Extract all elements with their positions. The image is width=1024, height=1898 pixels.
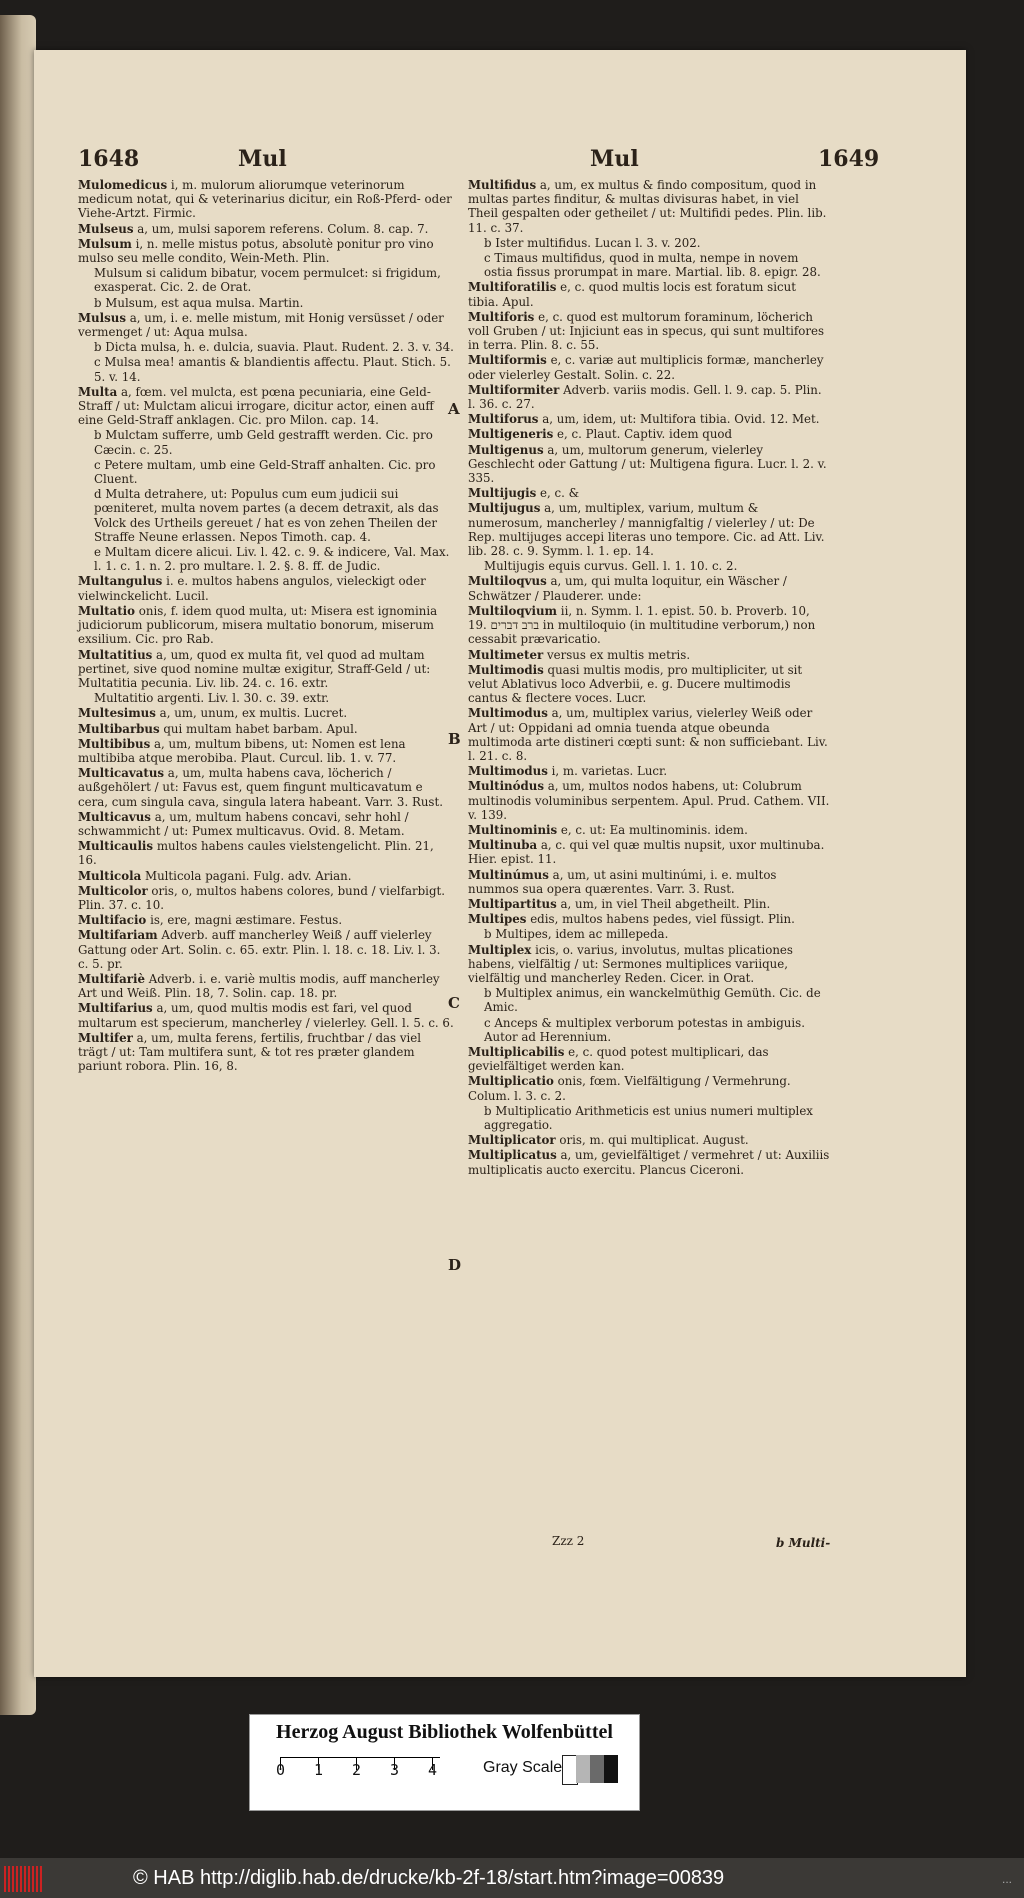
entry-headword: Mulsum bbox=[78, 236, 132, 251]
gray-scale-label: Gray Scale bbox=[483, 1759, 563, 1776]
entry-text: a, um, ut asini multinúmi, i. e. multos nummos sua opera quærentes. Varr. 3. Rust. bbox=[468, 867, 777, 896]
entry-text: b Dicta mulsa, h. e. dulcia, suavia. Plaut. Rudent. 2. 3. v. 34. bbox=[94, 340, 454, 355]
entry-text: b Multipes, idem ac millepeda. bbox=[484, 927, 669, 942]
entry-headword: Multibarbus bbox=[78, 721, 160, 736]
entry-headword: Multifer bbox=[78, 1030, 133, 1045]
dictionary-entry bbox=[468, 897, 830, 911]
entry-text: a, um, mulsi saporem referens. Colum. 8. cap. 7. bbox=[137, 221, 429, 236]
dictionary-entry bbox=[468, 236, 830, 250]
margin-letter-a: A bbox=[448, 400, 460, 418]
dictionary-entry bbox=[468, 868, 830, 896]
dictionary-entry bbox=[78, 266, 454, 294]
dictionary-entry bbox=[78, 604, 454, 647]
entry-text: a, um, multiplex varius, vielerley Weiß oder Art / ut: Oppidani ad omnia tuenda atque obeunda multimoda arte distineri cœpti sunt: & non sufficiebant. Liv. l. 21. c. 8. bbox=[468, 706, 828, 763]
entry-headword: Multicola bbox=[78, 868, 142, 883]
entry-text: b Multiplex animus, ein wanckelmüthig Gemüth. Cic. de Amic. bbox=[484, 986, 821, 1015]
entry-text: e, c. variæ aut multiplicis formæ, mancherley oder vielerley Gestalt. Solin. c. 22. bbox=[468, 353, 824, 382]
entry-text: i. e. multos habens angulos, vieleckigt oder vielwinckelicht. Lucil. bbox=[78, 574, 426, 603]
entry-headword: Multifacio bbox=[78, 913, 147, 928]
dictionary-entry bbox=[468, 648, 830, 662]
entry-text: e, c. & bbox=[540, 486, 580, 501]
entry-text: onis, fœm. Vielfältigung / Vermehrung. Colum. l. 3. c. 2. bbox=[468, 1074, 791, 1103]
dictionary-entry bbox=[78, 869, 454, 883]
ruler-num-0: 0 bbox=[276, 1761, 286, 1779]
entry-text: e, c. quod multis locis est foratum sicut tibia. Apul. bbox=[468, 280, 796, 309]
entry-headword: Multatitius bbox=[78, 647, 153, 662]
entry-text: ii, n. Symm. l. 1. epist. 50. b. Proverb. 10, 19. ברב דברים in multiloquio (in multitudine verborum,) non cessabit prævaricatio. bbox=[468, 603, 816, 647]
entry-text: a, um, multa habens cava, löcherich / außgehölert / ut: Favus est, quem fingunt multicavatum e cera, cum singula cava, singula latera habeant. Varr. 3. Rust. bbox=[78, 766, 443, 809]
right-page-number: 1649 bbox=[818, 146, 880, 172]
ruler-num-4: 4 bbox=[428, 1761, 438, 1779]
entry-text: Adverb. auff mancherley Weiß / auff vielerley Gattung oder Art. Solin. c. 65. extr. Plin. l. 18. c. 18. Liv. l. 3. c. 5. pr. bbox=[78, 928, 441, 971]
entry-headword: Multiloqvium bbox=[468, 603, 558, 618]
entry-text: c Petere multam, umb eine Geld-Straff anhalten. Cic. pro Cluent. bbox=[94, 457, 436, 487]
entry-headword: Multipes bbox=[468, 912, 527, 927]
entry-headword: Multijugis bbox=[468, 486, 537, 501]
entry-text: Adverb. variis modis. Gell. l. 9. cap. 5. Plin. l. 36. c. 27. bbox=[468, 382, 822, 412]
footer-bar bbox=[0, 1858, 1024, 1898]
dictionary-entry bbox=[78, 311, 454, 339]
entry-text: c Anceps & multiplex verborum potestas in ambiguis. Autor ad Herennium. bbox=[484, 1015, 805, 1044]
entry-text: quasi multis modis, pro multipliciter, ut sit velut Ablativus loco Adverbii, e. g. Ducere multimodis cantus & flectere voces. Lucr. bbox=[468, 662, 803, 706]
dictionary-entry bbox=[78, 178, 454, 221]
entry-headword: Multesimus bbox=[78, 706, 156, 721]
entry-headword: Multicaulis bbox=[78, 839, 154, 854]
dictionary-entry bbox=[78, 913, 454, 927]
entry-text: a, um, ex multus & findo compositum, quod in multas partes finditur, & multas divisuras habet, in viel Theil gespalten oder getheilet / ut: Multifidi pedes. Plin. lib. 11. c. 37. bbox=[468, 178, 827, 235]
dictionary-entry bbox=[468, 251, 830, 279]
entry-headword: Multiforus bbox=[468, 412, 539, 427]
dictionary-entry bbox=[468, 943, 830, 986]
entry-text: multos habens caules vielstengelicht. Plin. 21, 16. bbox=[78, 839, 434, 868]
entry-headword: Multigeneris bbox=[468, 427, 554, 442]
entry-headword: Multatio bbox=[78, 603, 136, 618]
entry-headword: Multifidus bbox=[468, 178, 537, 192]
entry-headword: Multimodus bbox=[468, 706, 548, 721]
dictionary-entry bbox=[468, 823, 830, 837]
entry-headword: Multimeter bbox=[468, 647, 544, 662]
swatch-black bbox=[604, 1755, 618, 1783]
entry-headword: Multifariè bbox=[78, 971, 145, 986]
entry-headword: Mulomedicus bbox=[78, 178, 168, 192]
entry-text: a, um, multa ferens, fertilis, fruchtbar / das viel trägt / ut: Tam multifera sunt, & tot res præter glandem pariunt robora. Plin. 16, 8. bbox=[78, 1030, 422, 1074]
dictionary-entry bbox=[78, 340, 454, 354]
entry-text: qui multam habet barbam. Apul. bbox=[163, 721, 358, 736]
entry-text: a, c. qui vel quæ multis nupsit, uxor multinuba. Hier. epist. 11. bbox=[468, 838, 825, 867]
left-page-edge bbox=[0, 15, 36, 1715]
entry-headword: Multiloqvus bbox=[468, 574, 547, 589]
dictionary-entry bbox=[78, 545, 454, 573]
dictionary-entry bbox=[78, 574, 454, 602]
margin-letter-b: B bbox=[448, 730, 461, 748]
entry-text: a, um, multos nodos habens, ut: Colubrum multinodis voluminibus serpentem. Apul. Prud. Cathem. VII. v. 139. bbox=[468, 779, 830, 822]
dictionary-entry bbox=[468, 838, 830, 866]
dictionary-entry bbox=[78, 722, 454, 736]
entry-headword: Multiplex bbox=[468, 942, 532, 957]
entry-text: oris, o, multos habens colores, bund / vielfarbigt. Plin. 37. c. 10. bbox=[78, 883, 445, 912]
dictionary-entry bbox=[78, 385, 454, 428]
entry-headword: Multigenus bbox=[468, 442, 544, 457]
dictionary-entry bbox=[468, 1148, 830, 1176]
entry-text: i, n. melle mistus potus, absolutè ponitur pro vino mulso seu melle condito, Wein-Meth. Plin. bbox=[78, 236, 434, 266]
dictionary-entry bbox=[78, 428, 454, 456]
dictionary-entry bbox=[468, 178, 830, 235]
entry-text: Multicola pagani. Fulg. adv. Arian. bbox=[144, 868, 352, 883]
dictionary-entry bbox=[468, 779, 830, 822]
entry-text: b Mulsum, est aqua mulsa. Martin. bbox=[94, 295, 304, 310]
dictionary-entry bbox=[468, 1074, 830, 1102]
entry-text: Multijugis equis curvus. Gell. l. 1. 10. c. 2. bbox=[484, 559, 738, 574]
entry-text: icis, o. varius, involutus, multas plicationes habens, vielfältig / ut: Sermones multiplices variique, vielfältig und mancherley Reden. Cicer. in Orat. bbox=[468, 942, 793, 985]
dictionary-entry bbox=[468, 280, 830, 308]
dictionary-entry bbox=[468, 310, 830, 353]
entry-headword: Multicavatus bbox=[78, 766, 165, 781]
entry-text: e, c. Plaut. Captiv. idem quod bbox=[556, 427, 733, 442]
dictionary-entry bbox=[468, 1045, 830, 1073]
entry-headword: Multiformis bbox=[468, 353, 547, 368]
ruler-num-1: 1 bbox=[314, 1761, 324, 1779]
entry-headword: Multijugus bbox=[468, 501, 541, 516]
dictionary-entry bbox=[78, 296, 454, 310]
entry-headword: Multangulus bbox=[78, 574, 163, 589]
dictionary-entry bbox=[78, 458, 454, 486]
entry-headword: Multa bbox=[78, 384, 118, 399]
entry-headword: Multifarius bbox=[78, 1001, 153, 1016]
entry-headword: Multicavus bbox=[78, 809, 151, 824]
dictionary-entry bbox=[78, 810, 454, 838]
entry-headword: Mulseus bbox=[78, 221, 134, 236]
entry-text: versus ex multis metris. bbox=[546, 647, 691, 662]
entry-text: onis, f. idem quod multa, ut: Misera est ignominia judiciorum publicorum, misera multatio bonorum, miserum exsilium. Cic. pro Rab. bbox=[78, 603, 438, 647]
dictionary-entry bbox=[468, 604, 830, 647]
dictionary-entry bbox=[78, 487, 454, 544]
dictionary-entry bbox=[468, 764, 830, 778]
entry-text: b Mulctam sufferre, umb Geld gestrafft werden. Cic. pro Cæcin. c. 25. bbox=[94, 428, 433, 457]
dictionary-entry bbox=[468, 927, 830, 941]
dictionary-entry bbox=[468, 986, 830, 1014]
margin-letter-c: C bbox=[448, 994, 460, 1012]
entry-text: b Ister multifidus. Lucan l. 3. v. 202. bbox=[484, 235, 701, 250]
entry-headword: Mulsus bbox=[78, 310, 126, 325]
entry-headword: Multiplicabilis bbox=[468, 1044, 565, 1059]
right-column bbox=[468, 178, 830, 1178]
dictionary-entry bbox=[78, 972, 454, 1000]
dictionary-entry bbox=[78, 222, 454, 236]
dictionary-entry bbox=[78, 737, 454, 765]
entry-text: Multatitio argenti. Liv. l. 30. c. 39. extr. bbox=[94, 691, 330, 706]
entry-text: e Multam dicere alicui. Liv. l. 42. c. 9. & indicere, Val. Max. l. 1. c. 1. n. 2. pro multare. l. 2. §. 8. ff. de Judic. bbox=[94, 545, 450, 574]
entry-text: oris, m. qui multiplicat. August. bbox=[559, 1133, 749, 1148]
entry-text: d Multa detrahere, ut: Populus cum eum judicii sui pœniteret, multa novem partes (a decem detraxit, als das Volck des Urtheils gereuet / hat es von zehen Theilen der Straffe Neune erlassen. Nepos Timoth. cap. 4. bbox=[94, 487, 439, 544]
swatch-darkgray bbox=[590, 1755, 604, 1783]
dictionary-entry bbox=[468, 912, 830, 926]
dictionary-entry bbox=[468, 486, 830, 500]
left-column bbox=[78, 178, 454, 1074]
entry-headword: Multipartitus bbox=[468, 896, 557, 911]
more-dots[interactable]: ... bbox=[1001, 1872, 1012, 1886]
dictionary-entry bbox=[78, 355, 454, 383]
dictionary-entry bbox=[468, 501, 830, 558]
dictionary-entry bbox=[468, 353, 830, 381]
dictionary-entry bbox=[78, 928, 454, 971]
entry-headword: Multiformiter bbox=[468, 382, 560, 397]
entry-headword: Multiplicator bbox=[468, 1133, 556, 1148]
entry-headword: Multiplicatus bbox=[468, 1148, 557, 1163]
entry-text: e, c. ut: Ea multinominis. idem. bbox=[560, 822, 748, 837]
dictionary-entry bbox=[468, 383, 830, 411]
entry-text: edis, multos habens pedes, viel füssigt. Plin. bbox=[530, 912, 795, 927]
dictionary-entry bbox=[468, 1104, 830, 1132]
entry-text: a, um, qui multa loquitur, ein Wäscher / Schwätzer / Plauderer. unde: bbox=[468, 574, 787, 603]
dictionary-entry bbox=[468, 1016, 830, 1044]
library-title: Herzog August Bibliothek Wolfenbüttel bbox=[276, 1721, 613, 1743]
entry-headword: Multiplicatio bbox=[468, 1074, 554, 1089]
dictionary-entry bbox=[78, 648, 454, 691]
entry-headword: Multicolor bbox=[78, 883, 148, 898]
entry-text: a, fœm. vel mulcta, est pœna pecuniaria, eine Geld-Straff / ut: Mulctam alicui irrogare, dicitur actor, einen auff eine Geld-Straff anklagen. Cic. pro Milon. cap. 14. bbox=[78, 384, 434, 428]
swatch-lightgray bbox=[576, 1755, 590, 1783]
dictionary-entry bbox=[468, 1133, 830, 1147]
book-page bbox=[34, 50, 966, 1677]
entry-text: Adverb. i. e. variè multis modis, auff mancherley Art und Weiß. Plin. 18, 7. Solin. cap. 18. pr. bbox=[78, 971, 440, 1001]
dictionary-entry bbox=[468, 412, 830, 426]
entry-headword: Multibibus bbox=[78, 736, 151, 751]
dictionary-entry bbox=[78, 884, 454, 912]
dictionary-entry bbox=[78, 706, 454, 720]
left-running-head: Mul bbox=[238, 146, 287, 172]
entry-text: a, um, multum bibens, ut: Nomen est lena multibiba atque merobiba. Plaut. Curcul. lib. 1. v. 77. bbox=[78, 736, 406, 765]
entry-text: a, um, multum habens concavi, sehr hohl / schwammicht / ut: Pumex multicavus. Ovid. 8. Metam. bbox=[78, 809, 409, 838]
catchword: b Multi- bbox=[776, 1536, 831, 1550]
entry-text: a, um, i. e. melle mistum, mit Honig versüsset / oder vermenget / ut: Aqua mulsa. bbox=[78, 310, 444, 340]
entry-headword: Multinuba bbox=[468, 838, 538, 853]
dictionary-entry bbox=[78, 1031, 454, 1074]
entry-headword: Multinominis bbox=[468, 822, 558, 837]
entry-headword: Multiforatilis bbox=[468, 280, 557, 295]
left-page-number: 1648 bbox=[78, 146, 140, 172]
entry-text: is, ere, magni æstimare. Festus. bbox=[150, 913, 343, 928]
entry-headword: Multiforis bbox=[468, 309, 535, 324]
entry-text: a, um, multorum generum, vielerley Geschlecht oder Gattung / ut: Multigena figura. Lucr. l. 2. v. 335. bbox=[468, 442, 827, 486]
dictionary-entry bbox=[468, 574, 830, 602]
ruler-num-3: 3 bbox=[390, 1761, 400, 1779]
entry-text: a, um, unum, ex multis. Lucret. bbox=[159, 706, 348, 721]
dictionary-entry bbox=[78, 766, 454, 809]
entry-text: Mulsum si calidum bibatur, vocem permulcet: si frigidum, exasperat. Cic. 2. de Orat. bbox=[94, 266, 441, 295]
dictionary-entry bbox=[468, 706, 830, 763]
entry-headword: Multimodus bbox=[468, 764, 548, 779]
entry-headword: Multinúmus bbox=[468, 867, 549, 882]
entry-text: a, um, idem, ut: Multifora tibia. Ovid. 12. Met. bbox=[542, 412, 820, 427]
entry-text: a, um, gevielfältiget / vermehret / ut: Auxiliis multiplicatis aucto exercitu. Plancus Ciceroni. bbox=[468, 1148, 830, 1177]
dictionary-entry bbox=[468, 559, 830, 573]
dictionary-entry bbox=[78, 237, 454, 265]
entry-text: i, m. varietas. Lucr. bbox=[551, 764, 668, 779]
library-color-card bbox=[249, 1714, 640, 1811]
entry-text: a, um, quod multis modis est fari, vel quod multarum est specierum, mancherley / vielerley. Gell. l. 5. c. 6. bbox=[78, 1001, 454, 1030]
dictionary-entry bbox=[78, 1001, 454, 1029]
entry-text: e, c. quod est multorum foraminum, löcherich voll Gruben / ut: Injiciunt eas in specus, qui sunt multifores in terra. Plin. 8. c. 55. bbox=[468, 309, 825, 353]
signature-mark: Zzz 2 bbox=[552, 1534, 585, 1548]
entry-text: c Mulsa mea! amantis & blandientis affectu. Plaut. Stich. 5. 5. v. 14. bbox=[94, 355, 451, 384]
copyright-link[interactable]: © HAB http://diglib.hab.de/drucke/kb-2f-18/start.htm?image=00839 bbox=[133, 1867, 725, 1889]
dictionary-entry bbox=[468, 443, 830, 486]
entry-text: b Multiplicatio Arithmeticis est unius numeri multiplex aggregatio. bbox=[484, 1103, 813, 1132]
entry-text: i, m. mulorum aliorumque veterinorum medicum notat, qui & veterinarius dicitur, ein Roß-Pferd- oder Viehe-Artzt. Firmic. bbox=[78, 178, 452, 221]
entry-headword: Multinódus bbox=[468, 779, 544, 794]
entry-headword: Multimodis bbox=[468, 662, 544, 677]
entry-text: e, c. quod potest multiplicari, das gevielfältiget werden kan. bbox=[468, 1044, 769, 1074]
dictionary-entry bbox=[468, 427, 830, 441]
entry-text: a, um, in viel Theil abgetheilt. Plin. bbox=[560, 896, 771, 911]
entry-headword: Multifariam bbox=[78, 928, 158, 943]
entry-text: c Timaus multifidus, quod in multa, nempe in novem ostia fissus prorumpat in mare. Martial. lib. 8. epigr. 28. bbox=[484, 251, 821, 280]
dictionary-entry bbox=[78, 839, 454, 867]
dictionary-entry bbox=[468, 663, 830, 706]
margin-letter-d: D bbox=[448, 1256, 462, 1274]
entry-text: a, um, multiplex, varium, multum & numerosum, mancherley / mannigfaltig / vielerley / ut: De Rep. multijuges accepi literas uno tempore. Cic. ad Att. Liv. lib. 28. c. 9. Symm. l. 1. ep. 14. bbox=[468, 501, 825, 559]
barcode-logo bbox=[4, 1866, 44, 1892]
entry-text: a, um, quod ex multa fit, vel quod ad multam pertinet, sive quod nomine multæ exigitur, Straff-Geld / ut: Multatitia pecunia. Liv. lib. 24. c. 16. extr. bbox=[78, 647, 431, 690]
right-running-head: Mul bbox=[590, 146, 639, 172]
ruler-num-2: 2 bbox=[352, 1761, 362, 1779]
dictionary-entry bbox=[78, 691, 454, 705]
